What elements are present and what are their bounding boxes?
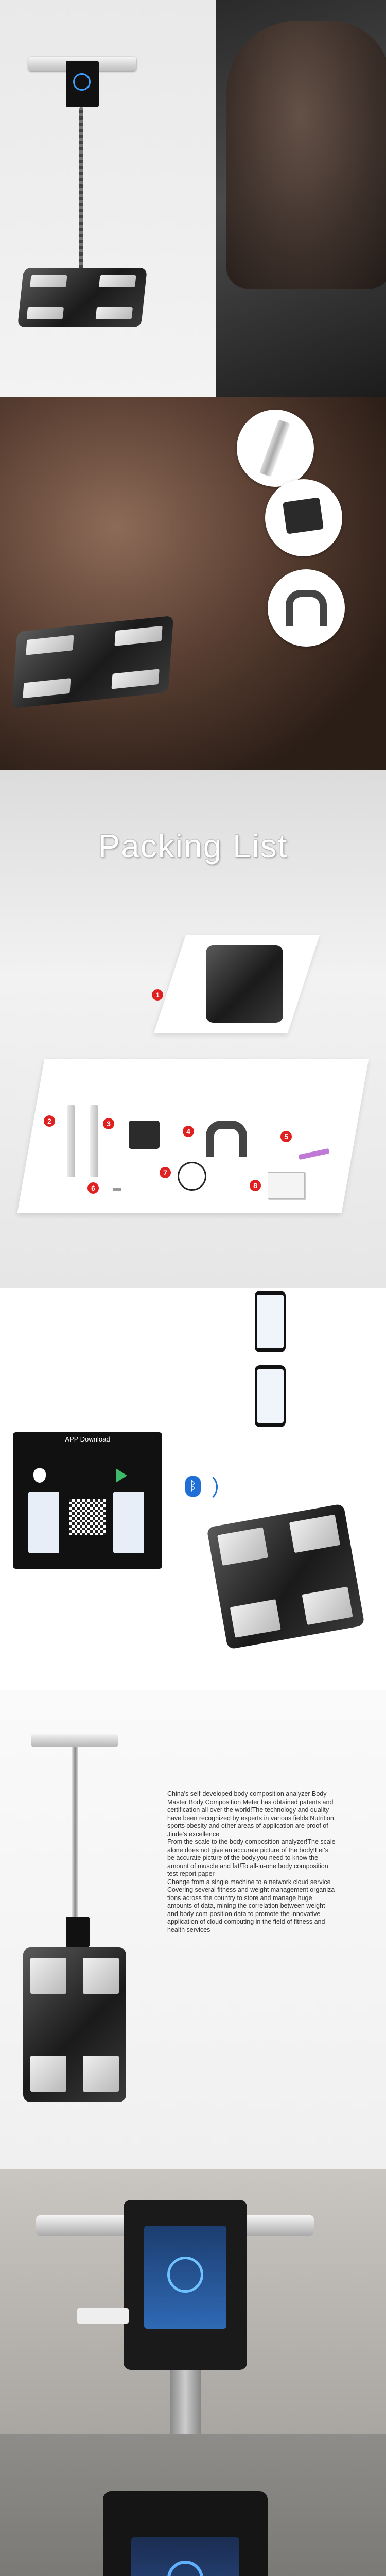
manual-item (268, 1172, 305, 1199)
accessory-circle-stand (268, 569, 345, 647)
foot-electrode (99, 275, 136, 287)
bluetooth-icon: ᛒ (185, 1476, 201, 1497)
app-section (0, 1288, 386, 1690)
packing-list-section (0, 770, 386, 1288)
item-number-badge: 4 (183, 1126, 194, 1137)
product-description: China's self-developed body composition analyzer Body Master Body Composition Meter has obtained patents and certification all over the world!The technology and quality have been recognized by experts in various fields!Nutrition, sports obesity and other areas of application are proof of Jinde's excellence From the scale to the body composition analyzer!The scale alone does not give an accurate picture of the body!Let's be accurate picture of the body.you need to know the amount of muscle and fat!To all-in-one body composition test report paper Change from a single machine to a network cloud service Covering several fitness and weight management organiza-tions across the country to store and manage huge amounts of data, mining the correlation between weight and body com-position data to promote the innovative application of cloud computing in the field of fitness and health services (167, 1790, 337, 1934)
display-unit (124, 2200, 247, 2370)
google-play-icon[interactable] (116, 1468, 127, 1483)
torso-photo (226, 21, 386, 289)
usage-photo-section (0, 2434, 386, 2576)
power-strip (77, 2308, 129, 2324)
foot-electrode (289, 1515, 340, 1553)
foot-electrode (230, 1599, 281, 1638)
item-number-badge: 7 (160, 1167, 171, 1178)
foot-electrode (30, 275, 67, 287)
foot-electrode (302, 1586, 353, 1625)
item-number-badge: 6 (87, 1182, 99, 1194)
scale-base (206, 1503, 365, 1649)
scale-base (17, 268, 147, 327)
wall-mount-photo-section (0, 2169, 386, 2434)
foot-electrode (30, 1958, 66, 1994)
item-number-badge: 5 (280, 1131, 292, 1142)
app-download-title: APP Download (65, 1435, 110, 1443)
display-screen (66, 1917, 90, 1947)
foot-electrode (26, 635, 74, 655)
packing-list-title: Packing List (98, 827, 288, 865)
description-section (0, 1690, 386, 2169)
display-module-item (129, 1121, 160, 1149)
screen-ring-icon (73, 73, 91, 91)
handle-bar-item (67, 1105, 75, 1177)
display-unit (103, 2491, 268, 2576)
screw-item (113, 1188, 121, 1191)
touch-screen (144, 2226, 226, 2329)
foot-electrode (30, 2056, 66, 2092)
item-number-badge: 2 (44, 1115, 55, 1127)
foot-electrode (111, 669, 159, 689)
foot-electrode (23, 678, 71, 698)
phone-screenshot (113, 1492, 144, 1553)
foot-electrode (96, 307, 133, 319)
foot-electrode (83, 2056, 119, 2092)
packing-scale (206, 945, 283, 1023)
signal-waves-icon (203, 1477, 224, 1498)
phone-screenshot (28, 1492, 59, 1553)
stand-bracket-item (206, 1121, 247, 1157)
scale-base (23, 1947, 126, 2102)
column-pole (72, 1747, 78, 1922)
column-pole (170, 2370, 201, 2434)
display-module-icon (283, 497, 324, 534)
foot-electrode (83, 1958, 119, 1994)
foot-electrode (27, 307, 64, 319)
item-number-badge: 3 (103, 1118, 114, 1129)
app-download-box (13, 1432, 162, 1569)
apple-icon[interactable] (33, 1468, 46, 1483)
foot-electrode (114, 626, 162, 646)
stand-bracket-icon (286, 590, 327, 626)
gauge-icon (167, 2561, 203, 2576)
usb-cable-item (178, 1162, 206, 1191)
phone-mockup (255, 1291, 286, 1352)
item-number-badge: 1 (152, 989, 163, 1001)
handle-bar-icon (259, 419, 290, 477)
touch-screen (131, 2537, 239, 2576)
handle-bar-item (90, 1105, 98, 1177)
accessory-circle-handle (237, 410, 314, 487)
foot-electrode (217, 1527, 268, 1566)
accessories-section (0, 397, 386, 770)
ring-icon (167, 2257, 203, 2293)
accessory-circle-display (265, 479, 342, 556)
phone-mockup (255, 1365, 286, 1427)
display-screen (66, 61, 99, 107)
cable (79, 107, 83, 272)
item-number-badge: 8 (250, 1180, 261, 1191)
qr-code (69, 1499, 106, 1535)
handle-bar (31, 1734, 118, 1747)
hero-section (0, 0, 386, 397)
